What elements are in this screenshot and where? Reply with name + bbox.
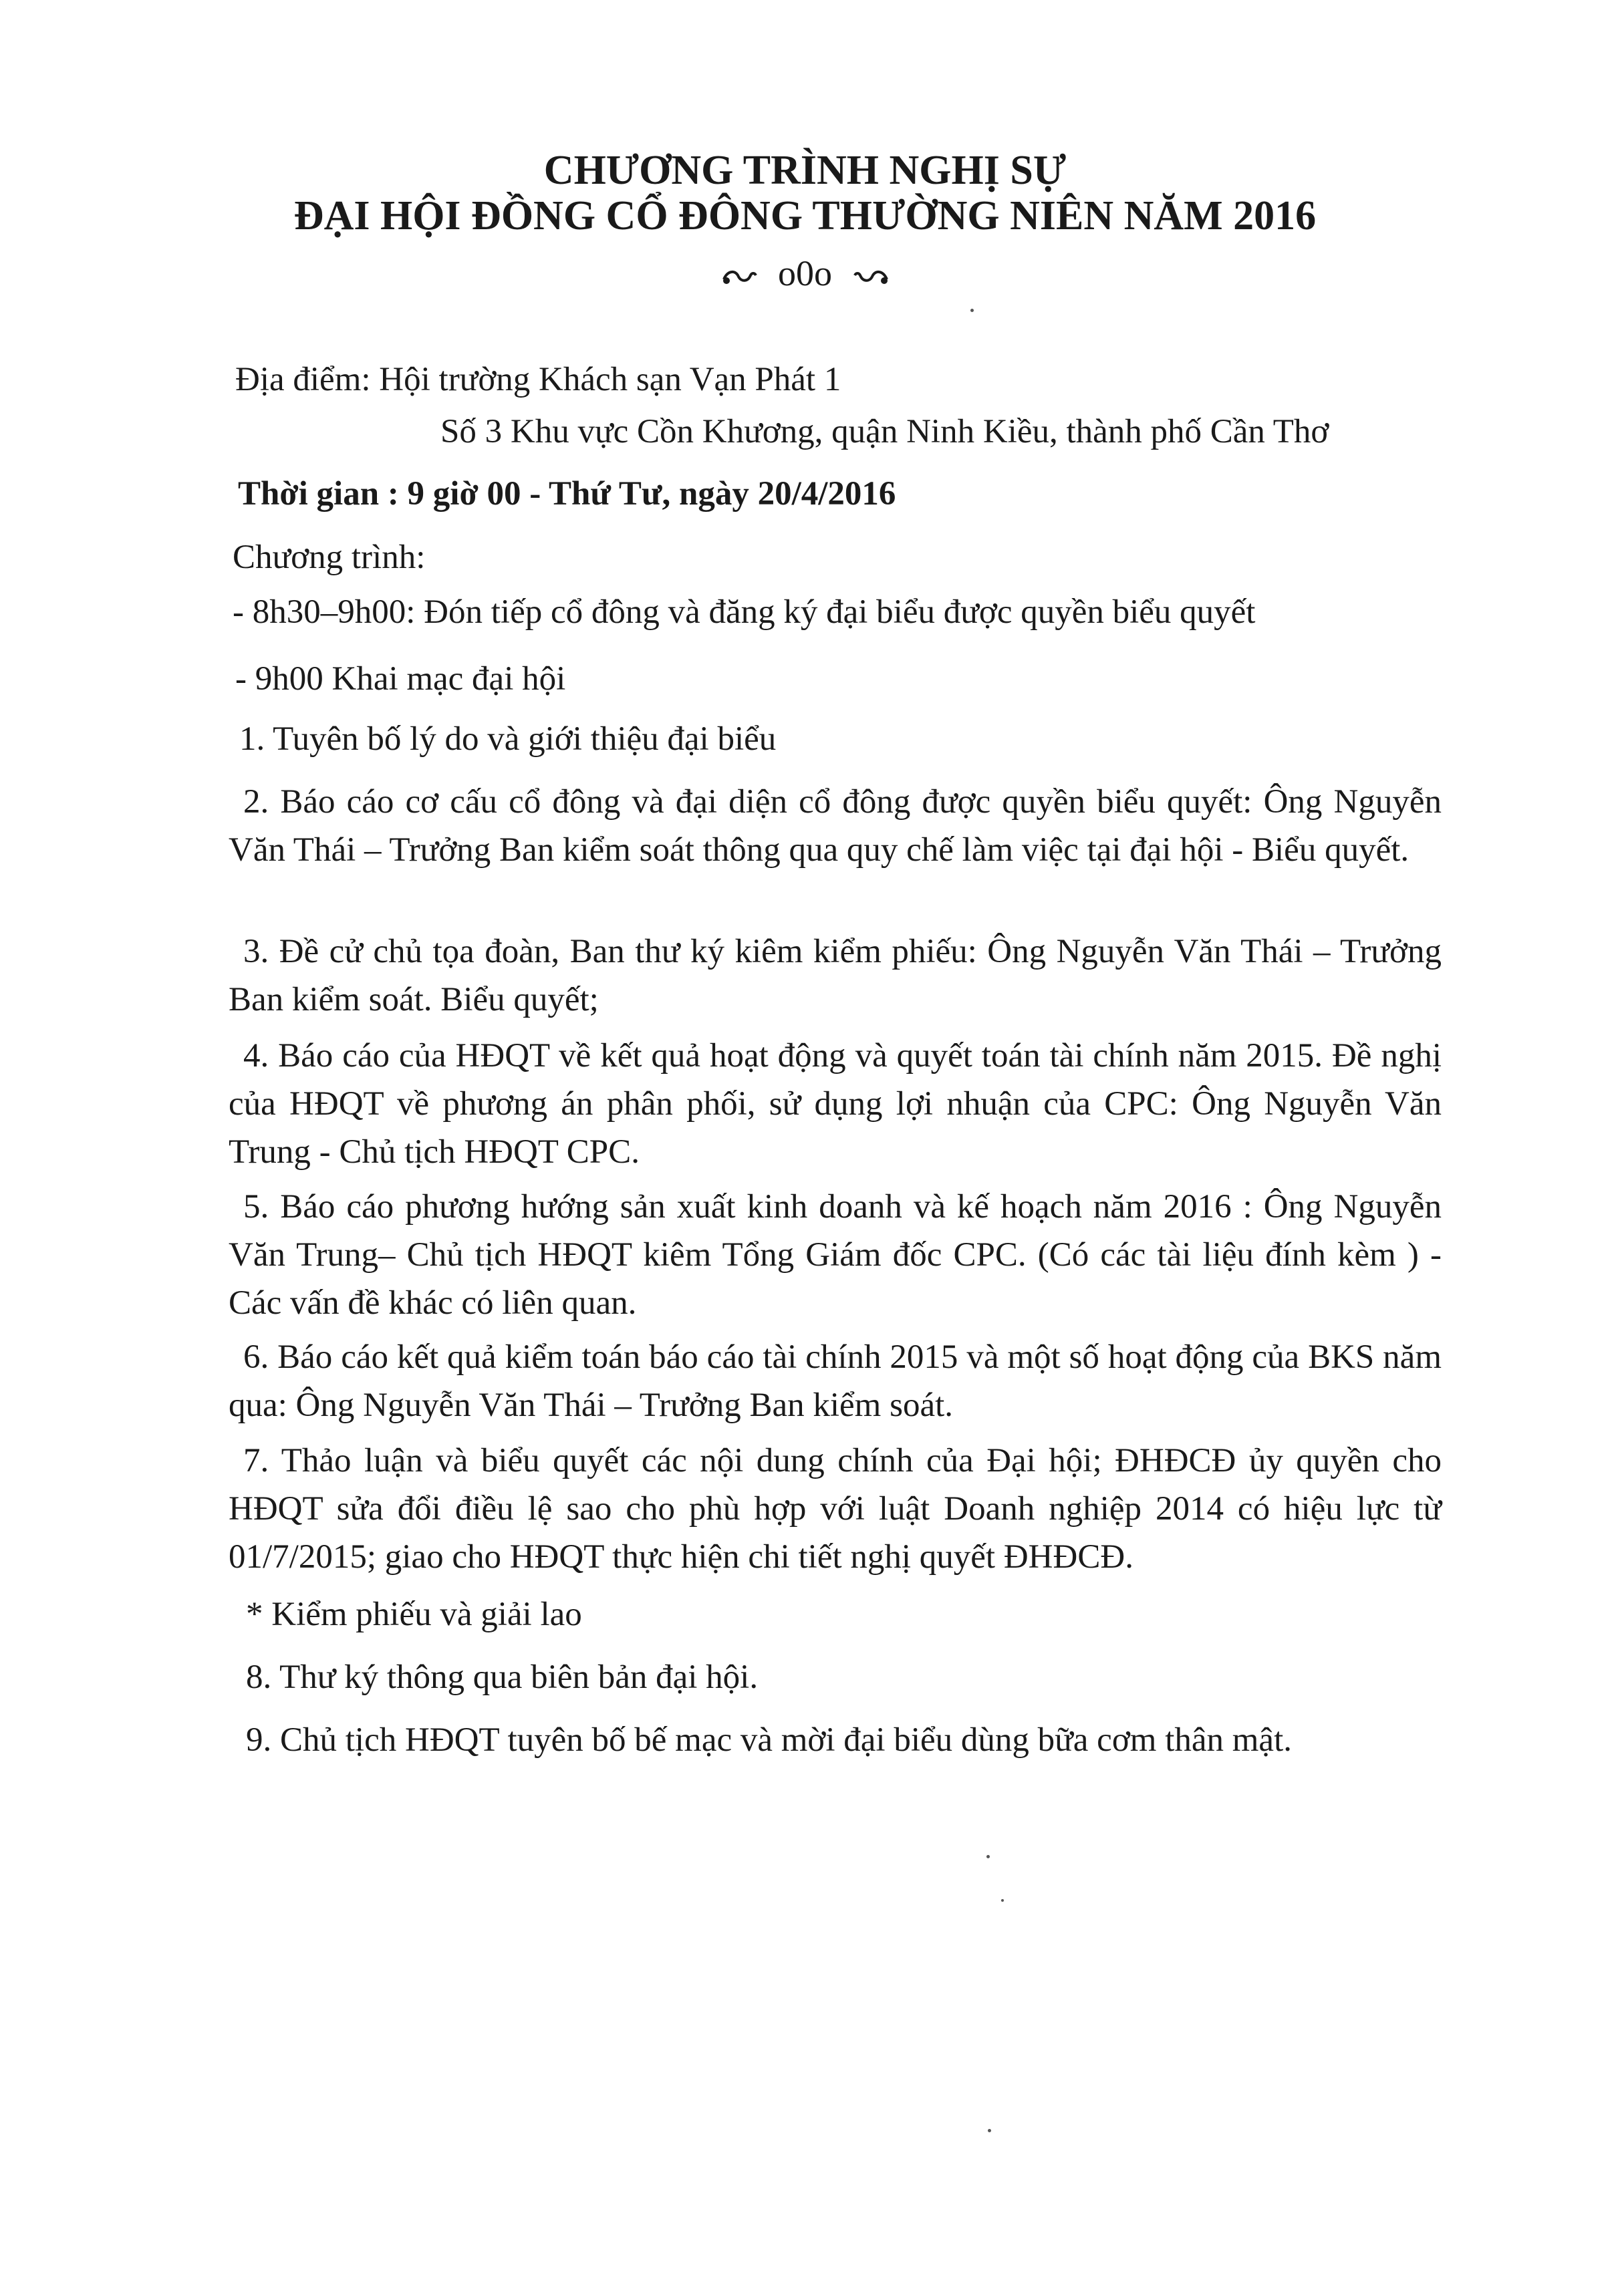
document-title-line-1: CHƯƠNG TRÌNH NGHỊ SỰ xyxy=(543,148,1067,193)
agenda-item-1: 1. Tuyên bố lý do và giới thiệu đại biểu xyxy=(239,720,777,758)
right-flourish-shape xyxy=(852,267,890,286)
left-flourish-icon xyxy=(721,264,759,291)
agenda-item-3: 3. Đề cử chủ tọa đoàn, Ban thư ký kiêm kiểm phiếu: Ông Nguyễn Văn Thái – Trưởng Ban kiểm soát. Biểu quyết; xyxy=(229,933,1442,1018)
program-label: Chương trình: xyxy=(233,539,426,576)
schedule-item-2: - 9h00 Khai mạc đại hội xyxy=(235,660,566,698)
agenda-item-8: 8. Thư ký thông qua biên bản đại hội. xyxy=(246,1659,759,1696)
location-line-2: Số 3 Khu vực Cồn Khương, quận Ninh Kiều, thành phố Cần Thơ xyxy=(440,413,1329,450)
title-ornament xyxy=(0,255,1610,291)
document-title-line-2: ĐẠI HỘI ĐỒNG CỔ ĐÔNG THƯỜNG NIÊN NĂM 2016 xyxy=(293,193,1317,239)
agenda-break-note: * Kiểm phiếu và giải lao xyxy=(246,1596,582,1633)
agenda-item-6: 6. Báo cáo kết quả kiểm toán báo cáo tài chính 2015 và một số hoạt động của BKS năm qua: Ông Nguyễn Văn Thái – Trưởng Ban kiểm soát. xyxy=(229,1338,1442,1424)
ornament-center-text: o0o xyxy=(778,253,832,293)
scan-speck xyxy=(988,2129,991,2132)
right-flourish-icon xyxy=(852,264,890,291)
scan-speck xyxy=(986,1855,990,1858)
left-flourish-shape xyxy=(721,267,759,286)
meeting-time: Thời gian : 9 giờ 00 - Thứ Tư, ngày 20/4/2016 xyxy=(238,475,896,513)
agenda-item-5: 5. Báo cáo phương hướng sản xuất kinh doanh và kế hoạch năm 2016 : Ông Nguyễn Văn Trung– Chủ tịch HĐQT kiêm Tổng Giám đốc CPC. (Có các tài liệu đính kèm ) - Các vấn đề khác có liên quan. xyxy=(229,1188,1442,1322)
agenda-item-9: 9. Chủ tịch HĐQT tuyên bố bế mạc và mời đại biểu dùng bữa cơm thân mật. xyxy=(246,1721,1292,1759)
scan-speck xyxy=(1001,1899,1004,1902)
scan-speck xyxy=(970,309,974,312)
location-line-1: Địa điểm: Hội trường Khách sạn Vạn Phát 1 xyxy=(235,361,841,398)
schedule-item-1: - 8h30–9h00: Đón tiếp cổ đông và đăng ký đại biểu được quyền biểu quyết xyxy=(233,593,1256,631)
agenda-item-2: 2. Báo cáo cơ cấu cổ đông và đại diện cổ đông được quyền biểu quyết: Ông Nguyễn Văn Thái – Trưởng Ban kiểm soát thông qua quy chế làm việc tại đại hội - Biểu quyết. xyxy=(229,783,1442,869)
agenda-item-4: 4. Báo cáo của HĐQT về kết quả hoạt động và quyết toán tài chính năm 2015. Đề nghị của HĐQT về phương án phân phối, sử dụng lợi nhuận của CPC: Ông Nguyễn Văn Trung - Chủ tịch HĐQT CPC. xyxy=(229,1037,1442,1171)
agenda-item-7: 7. Thảo luận và biểu quyết các nội dung chính của Đại hội; ĐHĐCĐ ủy quyền cho HĐQT sửa đổi điều lệ sao cho phù hợp với luật Doanh nghiệp 2014 có hiệu lực từ 01/7/2015; giao cho HĐQT thực hiện chi tiết nghị quyết ĐHĐCĐ. xyxy=(229,1442,1442,1576)
